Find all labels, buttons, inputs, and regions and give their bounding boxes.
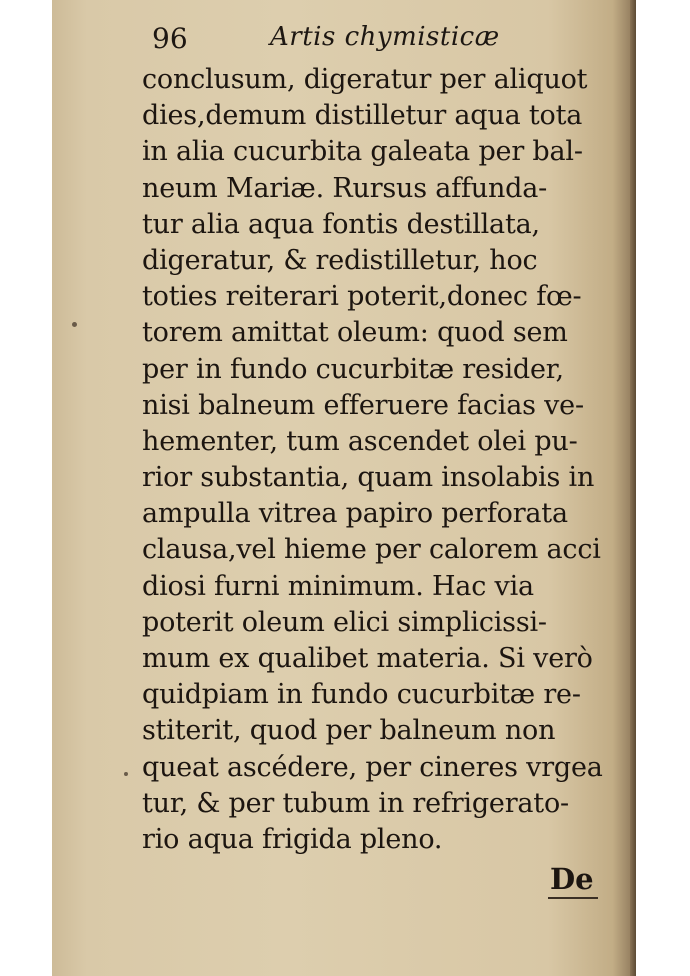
- text-line: dies,demum distilletur aqua tota: [142, 100, 583, 132]
- page-number: 96: [152, 22, 188, 55]
- ink-spot: [124, 772, 128, 776]
- text-line: digeratur, & redistilletur, hoc: [142, 244, 538, 276]
- catchword-rule: [548, 897, 598, 899]
- text-line: queat ascédere, per cineres vrgea: [142, 751, 603, 783]
- text-line: mum ex qualibet materia. Si verò: [142, 643, 593, 674]
- text-line: neum Mariæ. Rursus affunda-: [142, 172, 548, 204]
- book-page: [52, 0, 636, 976]
- text-line: torem amittat oleum: quod sem: [142, 317, 568, 349]
- text-line: in alia cucurbita galeata per bal-: [142, 136, 583, 168]
- text-line: hementer, tum ascendet olei pu-: [142, 425, 578, 457]
- text-line: diosi furni minimum. Hac via: [142, 570, 534, 602]
- catchword: De: [550, 862, 594, 896]
- text-line: stiterit, quod per balneum non: [142, 715, 556, 747]
- text-line: ampulla vitrea papiro perforata: [142, 498, 568, 530]
- text-line: nisi balneum efferuere facias ve-: [142, 389, 584, 421]
- text-line: conclusum, digeratur per aliquot: [142, 64, 588, 95]
- ink-spot: [72, 322, 77, 327]
- text-line: clausa,vel hieme per calorem acci: [142, 534, 601, 566]
- running-title: Artis chymisticæ: [270, 22, 500, 52]
- text-line: tur, & per tubum in refrigerato-: [142, 787, 569, 819]
- text-line: rior substantia, quam insolabis in: [142, 462, 595, 494]
- text-line: toties reiterari poterit,donec fœ-: [142, 281, 582, 313]
- text-line: poterit oleum elici simplicissi-: [142, 606, 547, 638]
- text-line: tur alia aqua fontis destillata,: [142, 208, 540, 240]
- text-line: rio aqua frigida pleno.: [142, 823, 443, 855]
- text-line: per in fundo cucurbitæ resider,: [142, 353, 564, 385]
- body-text: [142, 62, 636, 858]
- text-line: quidpiam in fundo cucurbitæ re-: [142, 679, 581, 711]
- page-header: [152, 22, 572, 58]
